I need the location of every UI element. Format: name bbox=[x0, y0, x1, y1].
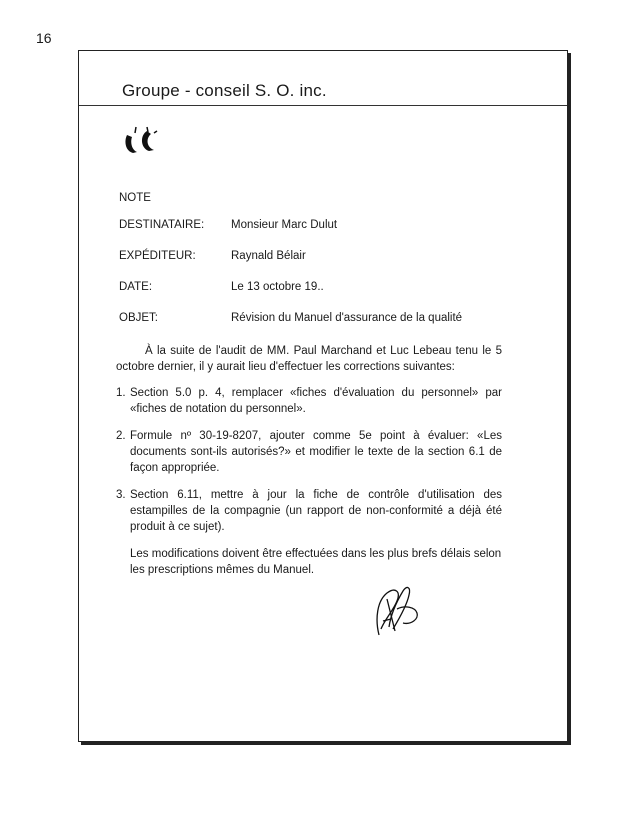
field-value-subject: Révision du Manuel d'assurance de la qualité bbox=[231, 312, 463, 324]
field-label-subject: OBJET: bbox=[119, 312, 158, 324]
company-name: Groupe - conseil S. O. inc. bbox=[122, 81, 327, 100]
corrections-list bbox=[116, 385, 502, 535]
memo-body bbox=[116, 343, 502, 578]
memo-frame bbox=[78, 50, 568, 742]
closing-paragraph: Les modifications doivent être effectuées dans les plus brefs délais selon les prescriptions mêmes du Manuel. bbox=[130, 548, 502, 576]
list-item bbox=[116, 487, 502, 535]
field-label-recipient: DESTINATAIRE: bbox=[119, 219, 205, 231]
letterhead-rule bbox=[79, 105, 567, 106]
list-item-number: 2. bbox=[116, 430, 126, 442]
field-label-date: DATE: bbox=[119, 281, 153, 293]
list-item-number: 1. bbox=[116, 387, 126, 399]
field-value-sender: Raynald Bélair bbox=[231, 250, 306, 262]
company-logo bbox=[121, 121, 161, 159]
signature bbox=[367, 579, 427, 639]
list-item bbox=[116, 385, 502, 417]
list-item-number: 3. bbox=[116, 489, 126, 501]
list-item-text: Formule nº 30-19-8207, ajouter comme 5e point à évaluer: «Les documents sont-ils autorisés?» et modifier le texte de la section 6.1 de façon appropriée. bbox=[130, 430, 502, 474]
field-label-sender: EXPÉDITEUR: bbox=[119, 250, 196, 262]
memo-heading: NOTE bbox=[119, 192, 151, 204]
field-value-date: Le 13 octobre 19.. bbox=[231, 281, 324, 293]
page-number: 16 bbox=[36, 30, 52, 46]
intro-paragraph: À la suite de l'audit de MM. Paul Marchand et Luc Lebeau tenu le 5 octobre dernier, il y aurait lieu d'effectuer les corrections suivantes: bbox=[116, 345, 502, 373]
field-value-recipient: Monsieur Marc Dulut bbox=[231, 219, 338, 231]
list-item-text: Section 6.11, mettre à jour la fiche de contrôle d'utilisation des estampilles de la compagnie (un rapport de non-conformité a déjà été produit à ce sujet). bbox=[130, 489, 502, 533]
list-item-text: Section 5.0 p. 4, remplacer «fiches d'évaluation du personnel» par «fiches de notation du personnel». bbox=[130, 387, 502, 415]
list-item bbox=[116, 428, 502, 476]
